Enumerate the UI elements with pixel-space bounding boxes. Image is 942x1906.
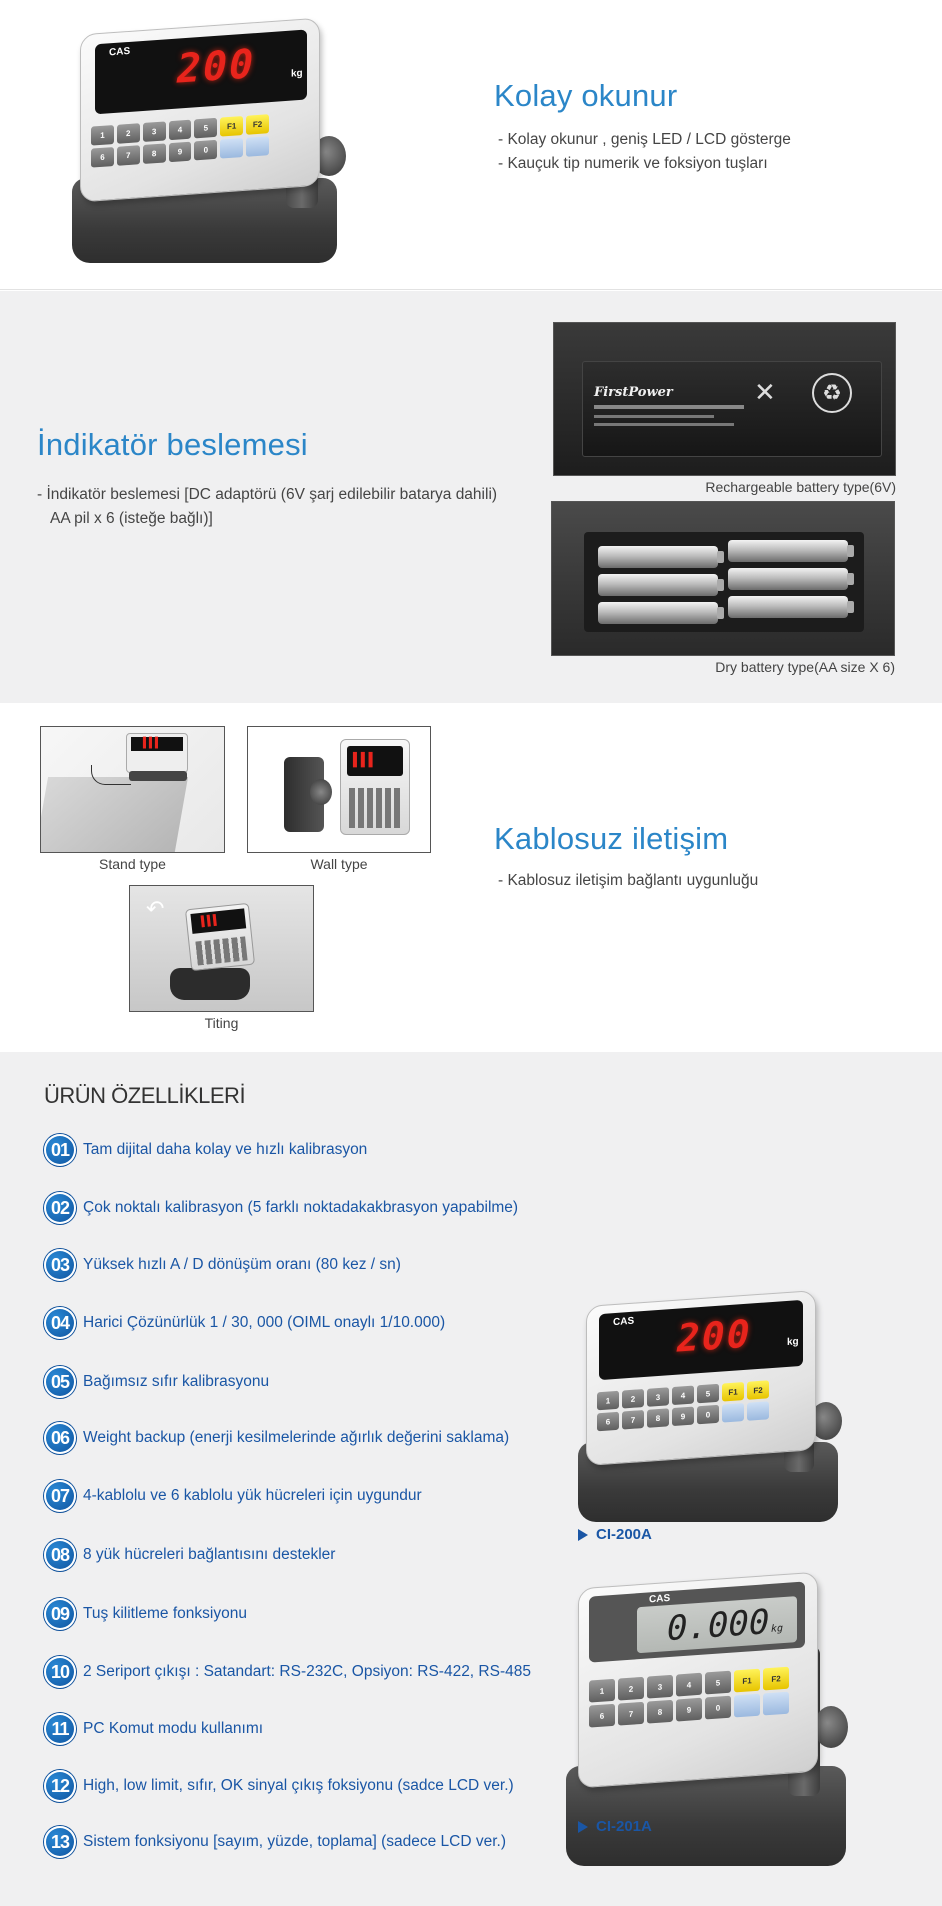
wall-type-photo: ▌▌▌ [247, 726, 431, 853]
feature-item: 10 2 Seriport çıkışı : Satandart: RS-232C, Opsiyon: RS-422, RS-485 [44, 1656, 531, 1688]
lcd-readout: 0.000 [667, 1602, 770, 1650]
feature-item: 11 PC Komut modu kullanımı [44, 1713, 263, 1745]
wall-type-caption: Wall type [310, 856, 368, 872]
feature-item: 02 Çok noktalı kalibrasyon (5 farklı noktadakakbrasyon yapabilme) [44, 1192, 518, 1224]
number-badge: 07 [44, 1480, 76, 1512]
dry-caption: Dry battery type(AA size X 6) [715, 659, 895, 675]
number-badge: 03 [44, 1249, 76, 1281]
model-label-ci201a: CI-201A [578, 1818, 652, 1835]
rechargeable-caption: Rechargeable battery type(6V) [705, 479, 896, 495]
feature-item: 04 Harici Çözünürlük 1 / 30, 000 (OIML onaylı 1/10.000) [44, 1307, 445, 1339]
section-title: İndikatör beslemesi [37, 427, 308, 462]
section-title: Kablosuz iletişim [494, 821, 729, 856]
number-badge: 11 [44, 1713, 76, 1745]
section-features [0, 1052, 942, 1906]
stand-type-caption: Stand type [99, 856, 166, 872]
number-badge: 06 [44, 1422, 76, 1454]
led-readout: 200 [177, 41, 256, 93]
rotate-arrow-icon: ↶ [146, 896, 165, 921]
number-badge: 09 [44, 1598, 76, 1630]
feature-item: 08 8 yük hücreleri bağlantısını destekler [44, 1539, 335, 1571]
led-readout: 200 [677, 1311, 752, 1361]
section-wireless [0, 703, 942, 1052]
dry-battery-photo [551, 501, 895, 656]
features-title: ÜRÜN ÖZELLİKLERİ [44, 1083, 246, 1108]
feature-item: 03 Yüksek hızlı A / D dönüşüm oranı (80 kez / sn) [44, 1249, 401, 1281]
bin-icon: ✕ [754, 377, 776, 407]
number-badge: 10 [44, 1656, 76, 1688]
model-label-ci200a: CI-200A [578, 1526, 652, 1543]
section-power [0, 291, 942, 703]
rechargeable-battery-photo [553, 322, 896, 476]
brand-logo: CAS [109, 45, 131, 59]
number-badge: 08 [44, 1539, 76, 1571]
ci-200a-image: CAS 200 kg 1 2 3 4 5 F1 F2 6 7 8 9 0 [574, 1292, 854, 1532]
ci-201a-image: CAS 0.000 kg 1 2 3 4 5 F1 F2 6 7 8 9 0 [562, 1576, 852, 1876]
feature-item: 01 Tam dijital daha kolay ve hızlı kalibrasyon [44, 1134, 367, 1166]
section-readable [0, 0, 942, 290]
number-badge: 12 [44, 1770, 76, 1802]
stand-type-photo: ▌▌▌ [40, 726, 225, 853]
tilting-caption: Titing [204, 1015, 239, 1031]
feature-item: 13 Sistem fonksiyonu [sayım, yüzde, toplama] (sadece LCD ver.) [44, 1826, 506, 1858]
number-badge: 13 [44, 1826, 76, 1858]
lcd-unit-label: kg [771, 1623, 784, 1635]
number-badge: 01 [44, 1134, 76, 1166]
feature-item: 06 Weight backup (enerji kesilmelerinde ağırlık değerini saklama) [44, 1422, 509, 1454]
tilting-photo: ↶ ▌▌▌ [129, 885, 314, 1012]
bullet-item: - Kablosuz iletişim bağlantı uygunluğu [498, 872, 759, 889]
feature-item: 09 Tuş kilitleme fonksiyonu [44, 1598, 247, 1630]
play-arrow-icon [578, 1821, 588, 1833]
bullet-item: - İndikatör beslemesi [DC adaptörü (6V şarj edilebilir batarya dahili) [37, 486, 498, 503]
unit-label: kg [291, 67, 303, 80]
battery-brand-logo: FirstPower [594, 385, 673, 400]
number-badge: 02 [44, 1192, 76, 1224]
brand-logo: CAS [613, 1315, 635, 1329]
unit-label: kg [787, 1336, 799, 1348]
feature-item: 12 High, low limit, sıfır, OK sinyal çıkış foksiyonu (sadce LCD ver.) [44, 1770, 514, 1802]
number-badge: 04 [44, 1307, 76, 1339]
bullet-item: - Kauçuk tip numerik ve foksiyon tuşları [498, 155, 768, 172]
feature-item: 05 Bağımsız sıfır kalibrasyonu [44, 1366, 269, 1398]
indicator-led-image: CAS 200 kg 1 2 3 4 5 F1 F2 6 7 8 9 0 [66, 18, 356, 268]
feature-item: 07 4-kablolu ve 6 kablolu yük hücreleri için uygundur [44, 1480, 422, 1512]
bullet-item: AA pil x 6 (isteğe bağlı)] [50, 510, 213, 527]
brand-logo: CAS [649, 1592, 671, 1606]
number-badge: 05 [44, 1366, 76, 1398]
recycle-icon: ♻ [812, 373, 852, 413]
play-arrow-icon [578, 1529, 588, 1541]
section-title: Kolay okunur [494, 78, 678, 113]
bullet-item: - Kolay okunur , geniş LED / LCD gösterge [498, 131, 791, 148]
